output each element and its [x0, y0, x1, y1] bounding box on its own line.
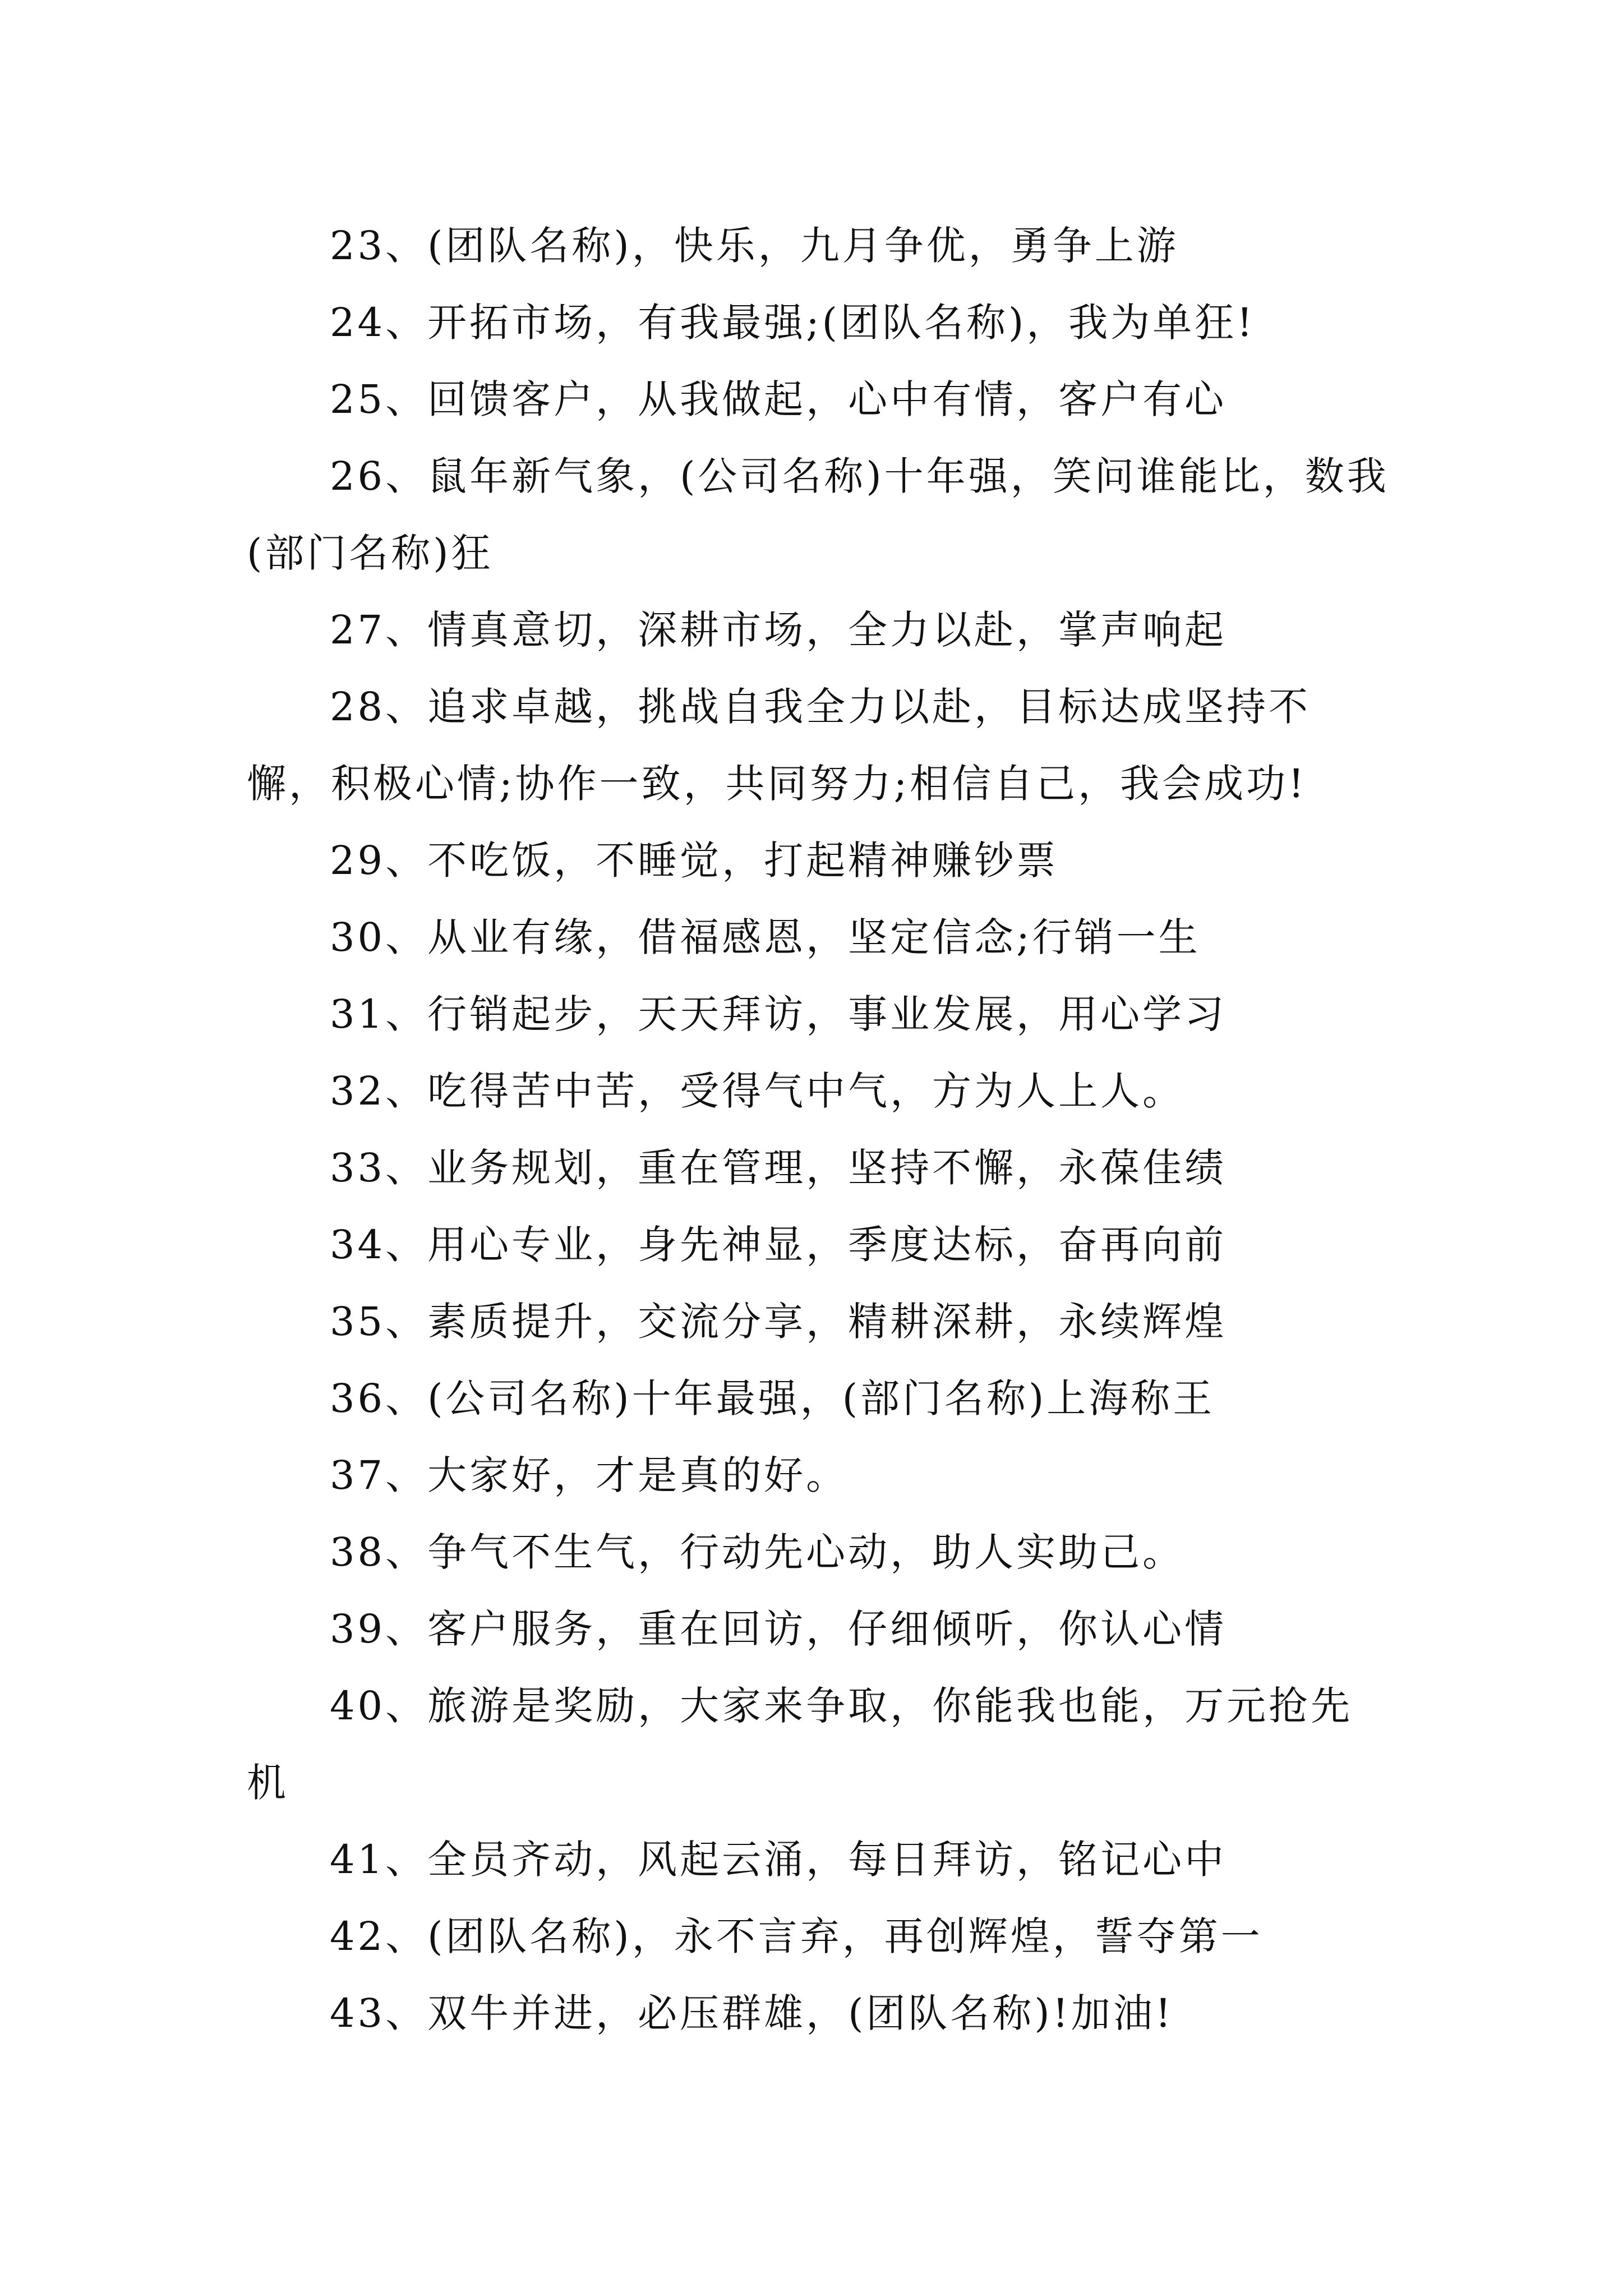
list-item: 26、鼠年新气象，(公司名称)十年强，笑问谁能比，数我(部门名称)狂 [247, 453, 1389, 576]
list-item: 24、开拓市场，有我最强;(团队名称)，我为单狂! [330, 300, 1256, 346]
list-item: 29、不吃饭，不睡觉，打起精神赚钞票 [330, 838, 1059, 884]
list-item: 37、大家好，才是真的好。 [330, 1452, 849, 1498]
slogan-list [247, 208, 1391, 2052]
list-item: 34、用心专业，身先神显，季度达标，奋再向前 [330, 1222, 1227, 1268]
list-item: 38、争气不生气，行动先心动，助人实助己。 [330, 1529, 1185, 1575]
list-item: 39、客户服务，重在回访，仔细倾听，你认心情 [330, 1606, 1227, 1652]
list-item: 23、(团队名称)，快乐，九月争优，勇争上游 [330, 223, 1179, 269]
list-item: 28、追求卓越，挑战自我全力以赴，目标达成坚持不懈，积极心情;协作一致，共同努力;相信自己，我会成功! [247, 684, 1311, 807]
list-item: 32、吃得苦中苦，受得气中气，方为人上人。 [330, 1068, 1185, 1114]
list-item: 36、(公司名称)十年最强，(部门名称)上海称王 [330, 1375, 1215, 1421]
list-item: 33、业务规划，重在管理，坚持不懈，永葆佳绩 [330, 1145, 1227, 1191]
list-item: 40、旅游是奖励，大家来争取，你能我也能，万元抢先机 [247, 1683, 1353, 1806]
list-item: 30、从业有缘，借福感恩，坚定信念;行销一生 [330, 914, 1201, 960]
list-item: 31、行销起步，天天拜访，事业发展，用心学习 [330, 991, 1227, 1037]
list-item: 27、情真意切，深耕市场，全力以赴，掌声响起 [330, 607, 1227, 653]
list-item: 25、回馈客户，从我做起，心中有情，客户有心 [330, 376, 1227, 422]
list-item: 42、(团队名称)，永不言弃，再创辉煌，誓夺第一 [330, 1913, 1263, 1959]
list-item: 35、素质提升，交流分享，精耕深耕，永续辉煌 [330, 1299, 1227, 1345]
list-item: 43、双牛并进，必压群雄，(团队名称)!加油! [330, 1990, 1174, 2036]
list-item: 41、全员齐动，风起云涌，每日拜访，铭记心中 [330, 1837, 1227, 1883]
